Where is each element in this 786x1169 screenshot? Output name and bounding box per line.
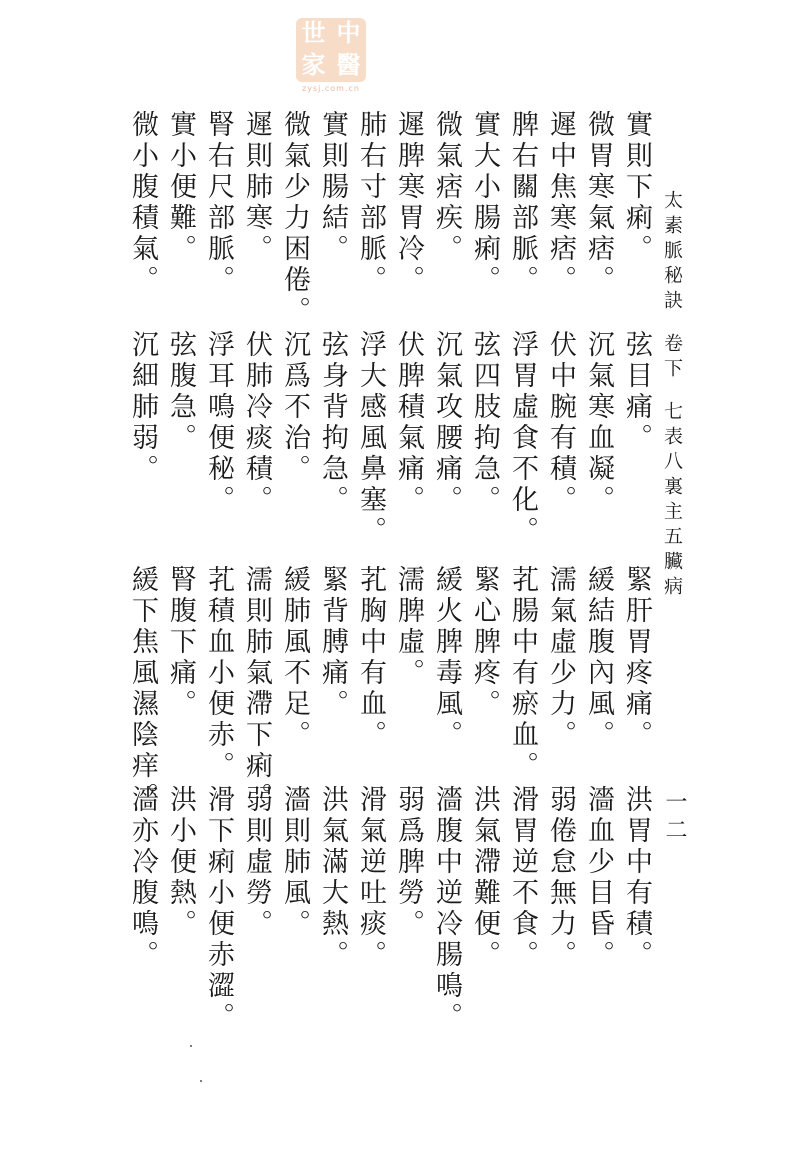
text-line: 洪氣滿大熱。 [317, 785, 348, 971]
text-line: 緩結腹內風。 [583, 565, 614, 751]
text-line: 遲中焦寒痞。 [545, 110, 576, 296]
text-line: 腎右尺部脈。 [203, 110, 234, 296]
text-line: 沉氣攻腰痛。 [431, 330, 462, 516]
book-title: 太素脈秘訣 [661, 190, 683, 315]
text-line: 弱爲脾勞。 [393, 785, 424, 940]
chapter-title: 七表八裏主五臟病 [661, 401, 683, 601]
text-line: 脾右關部脈。 [507, 110, 538, 296]
text-line: 緊肝胃疼痛。 [621, 565, 652, 751]
text-line: 肺右寸部脈。 [355, 110, 386, 296]
text-line: 緩火脾毒風。 [431, 565, 462, 751]
text-line: 滑下痢小便赤澀。 [203, 785, 234, 1033]
watermark-url: zysj.com.cn [302, 84, 360, 93]
text-line: 滑氣逆吐痰。 [355, 785, 386, 971]
text-line: 洪胃中有積。 [621, 785, 652, 971]
text-line: 遲脾寒胃冷。 [393, 110, 424, 296]
watermark-char: 世 [301, 19, 326, 47]
text-line: 浮耳鳴便秘。 [203, 330, 234, 516]
text-line: 緩肺風不足。 [279, 565, 310, 751]
text-line: 伏中腕有積。 [545, 330, 576, 516]
text-line: 實小便難。 [165, 110, 196, 265]
volume-label: 卷下 [661, 333, 683, 383]
text-line: 濇血少目昏。 [583, 785, 614, 971]
text-line: 濇亦冷腹鳴。 [127, 785, 158, 971]
text-line: 滑胃逆不食。 [507, 785, 538, 971]
text-line: 腎腹下痛。 [165, 565, 196, 720]
running-header [660, 190, 684, 601]
text-line: 伏肺冷痰積。 [241, 330, 272, 516]
text-line: 濇腹中逆冷腸鳴。 [431, 785, 462, 1033]
text-line: 沉氣寒血凝。 [583, 330, 614, 516]
text-block-1 [95, 110, 655, 327]
text-line: 實則腸結。 [317, 110, 348, 265]
text-line: 微胃寒氣痞。 [583, 110, 614, 296]
page-number: 一二 [662, 790, 687, 846]
text-line: 微氣痞疾。 [431, 110, 462, 265]
text-line: 伏脾積氣痛。 [393, 330, 424, 516]
text-line: 微小腹積氣。 [127, 110, 158, 296]
text-block-4 [95, 785, 655, 1033]
text-line: 實大小腸痢。 [469, 110, 500, 296]
text-line: 遲則肺寒。 [241, 110, 272, 265]
watermark-seal [294, 18, 368, 94]
text-line: 弱倦怠無力。 [545, 785, 576, 971]
text-line: 弦目痛。 [621, 330, 652, 454]
text-line: 芤腸中有瘀血。 [507, 565, 538, 782]
text-line: 洪小便熱。 [165, 785, 196, 940]
text-line: 濡則肺氣滯下痢。 [241, 565, 272, 813]
text-line: 弦四肢拘急。 [469, 330, 500, 516]
watermark-char: 醫 [336, 51, 361, 79]
text-line: 緊心脾疼。 [469, 565, 500, 720]
text-line: 微氣少力困倦。 [279, 110, 310, 327]
text-line: 沉細肺弱。 [127, 330, 158, 485]
scan-speck [190, 1045, 192, 1047]
text-line: 濡脾虛。 [393, 565, 424, 689]
text-line: 沉爲不治。 [279, 330, 310, 485]
text-line: 濡氣虛少力。 [545, 565, 576, 751]
watermark-logo [296, 18, 366, 82]
text-line: 實則下痢。 [621, 110, 652, 265]
text-line: 芤積血小便赤。 [203, 565, 234, 782]
text-line: 浮大感風鼻塞。 [355, 330, 386, 547]
text-line: 緊背膊痛。 [317, 565, 348, 720]
text-line: 弦腹急。 [165, 330, 196, 454]
scan-speck [200, 1080, 202, 1082]
watermark-char: 家 [301, 51, 326, 79]
text-block-3 [95, 565, 655, 813]
text-line: 芤胸中有血。 [355, 565, 386, 751]
text-line: 濇則肺風。 [279, 785, 310, 940]
text-line: 緩下焦風濕陰痒。 [127, 565, 158, 813]
watermark-char: 中 [336, 19, 361, 47]
text-line: 弦身背拘急。 [317, 330, 348, 516]
text-line: 洪氣滯難便。 [469, 785, 500, 971]
text-block-2 [95, 330, 655, 550]
text-line: 浮胃虛食不化。 [507, 330, 538, 547]
text-line: 弱則虛勞。 [241, 785, 272, 940]
